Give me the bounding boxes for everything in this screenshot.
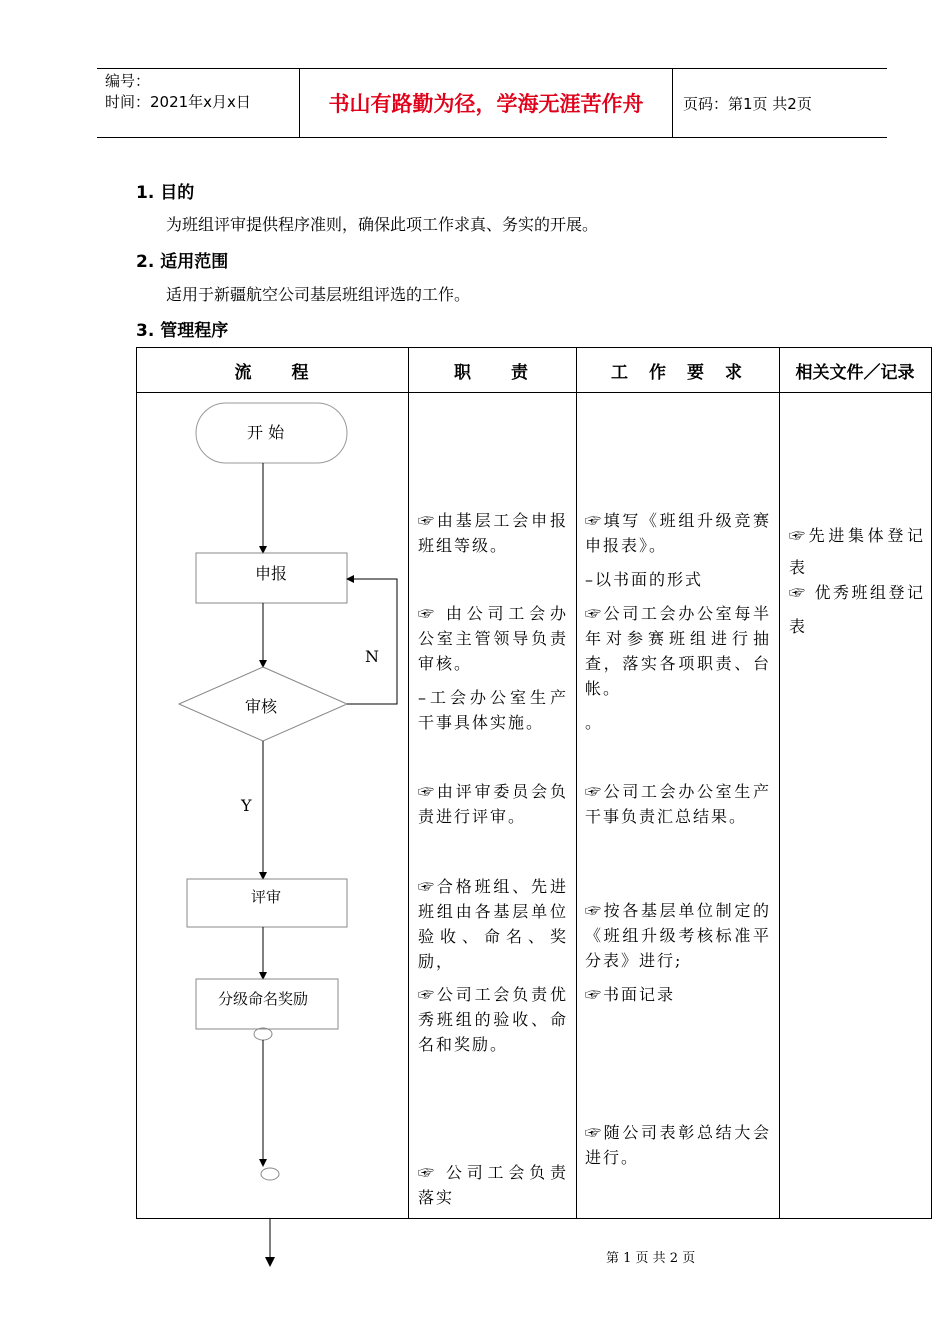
page-footer: 第 1 页 共 2 页 [606,1251,696,1266]
section-1-body: 为班组评审提供程序准则，确保此项工作求真、务实的开展。 [166,215,599,234]
section-1-title: 1. 目的 [136,183,195,203]
requirement-item: ☞公司工会办公室生产干事负责汇总结果。 [585,782,771,826]
header-meta [105,71,300,113]
section-3-title: 3. 管理程序 [136,321,229,341]
flow-reward-label: 分级命名奖励 [218,990,309,1008]
col-header-requirement: 工 作 要 求 [611,362,744,383]
duty-item: ☞ 公司工会负责落实 [418,1163,568,1207]
duty-item: –工会办公室生产干事具体实施。 [418,688,568,732]
col-header-documents: 相关文件／记录 [795,362,915,383]
requirement-item: ☞书面记录 [585,985,676,1004]
requirement-item: ☞随公司表彰总结大会进行。 [585,1123,771,1167]
requirement-item: ☞按各基层单位制定的《班组升级考核标准平分表》进行; [585,901,771,970]
flow-connector [254,1028,272,1040]
flow-start-label: 开 始 [247,423,285,442]
duty-item: ☞由基层工会申报班组等级。 [418,511,568,555]
flow-continue-arrow [262,1219,278,1271]
flow-no-label: N [365,647,379,666]
header-page-info: 页码：第1页 共2页 [683,94,812,113]
doc-number-label: 编号： [105,72,151,90]
flow-review-label: 审核 [245,697,278,716]
document-item: ☞先进集体登记表 [789,526,925,577]
flow-yes-label: Y [241,796,252,815]
duty-item: ☞合格班组、先进班组由各基层单位验收、命名、奖励， [418,877,568,971]
col-header-flow: 流 程 [234,362,311,383]
duty-item: ☞ 由公司工会办公室主管领导负责审核。 [418,604,568,673]
requirement-item: 。 [585,713,604,732]
doc-time-label: 时间：2021年x月x日 [105,93,251,111]
duty-item: ☞由评审委员会负责进行评审。 [418,782,568,826]
col-divider [576,348,577,1218]
flow-loop-back-arrow [347,579,397,704]
col-header-duty: 职 责 [454,362,530,383]
flow-apply-label: 申报 [255,564,288,583]
requirement-item: ☞填写《班组升级竞赛申报表》。 [585,511,771,555]
page-header [97,68,887,138]
requirement-item: ☞公司工会办公室每半年对参赛班组进行抽查，落实各项职责、台帐。 [585,604,771,698]
procedure-table [136,347,932,1219]
section-2-title: 2. 适用范围 [136,252,229,272]
col-divider [408,348,409,1218]
requirement-item: –以书面的形式 [585,570,704,589]
flow-evaluate-label: 评审 [251,888,282,906]
duty-item: ☞公司工会负责优秀班组的验收、命名和奖励。 [418,985,568,1054]
document-item: ☞ 优秀班组登记表 [789,583,925,636]
flow-connector [261,1168,279,1180]
flowchart [137,348,408,1220]
header-motto: 书山有路勤为径，学海无涯苦作舟 [299,69,673,137]
section-2-body: 适用于新疆航空公司基层班组评选的工作。 [166,285,471,304]
col-divider [779,348,780,1218]
